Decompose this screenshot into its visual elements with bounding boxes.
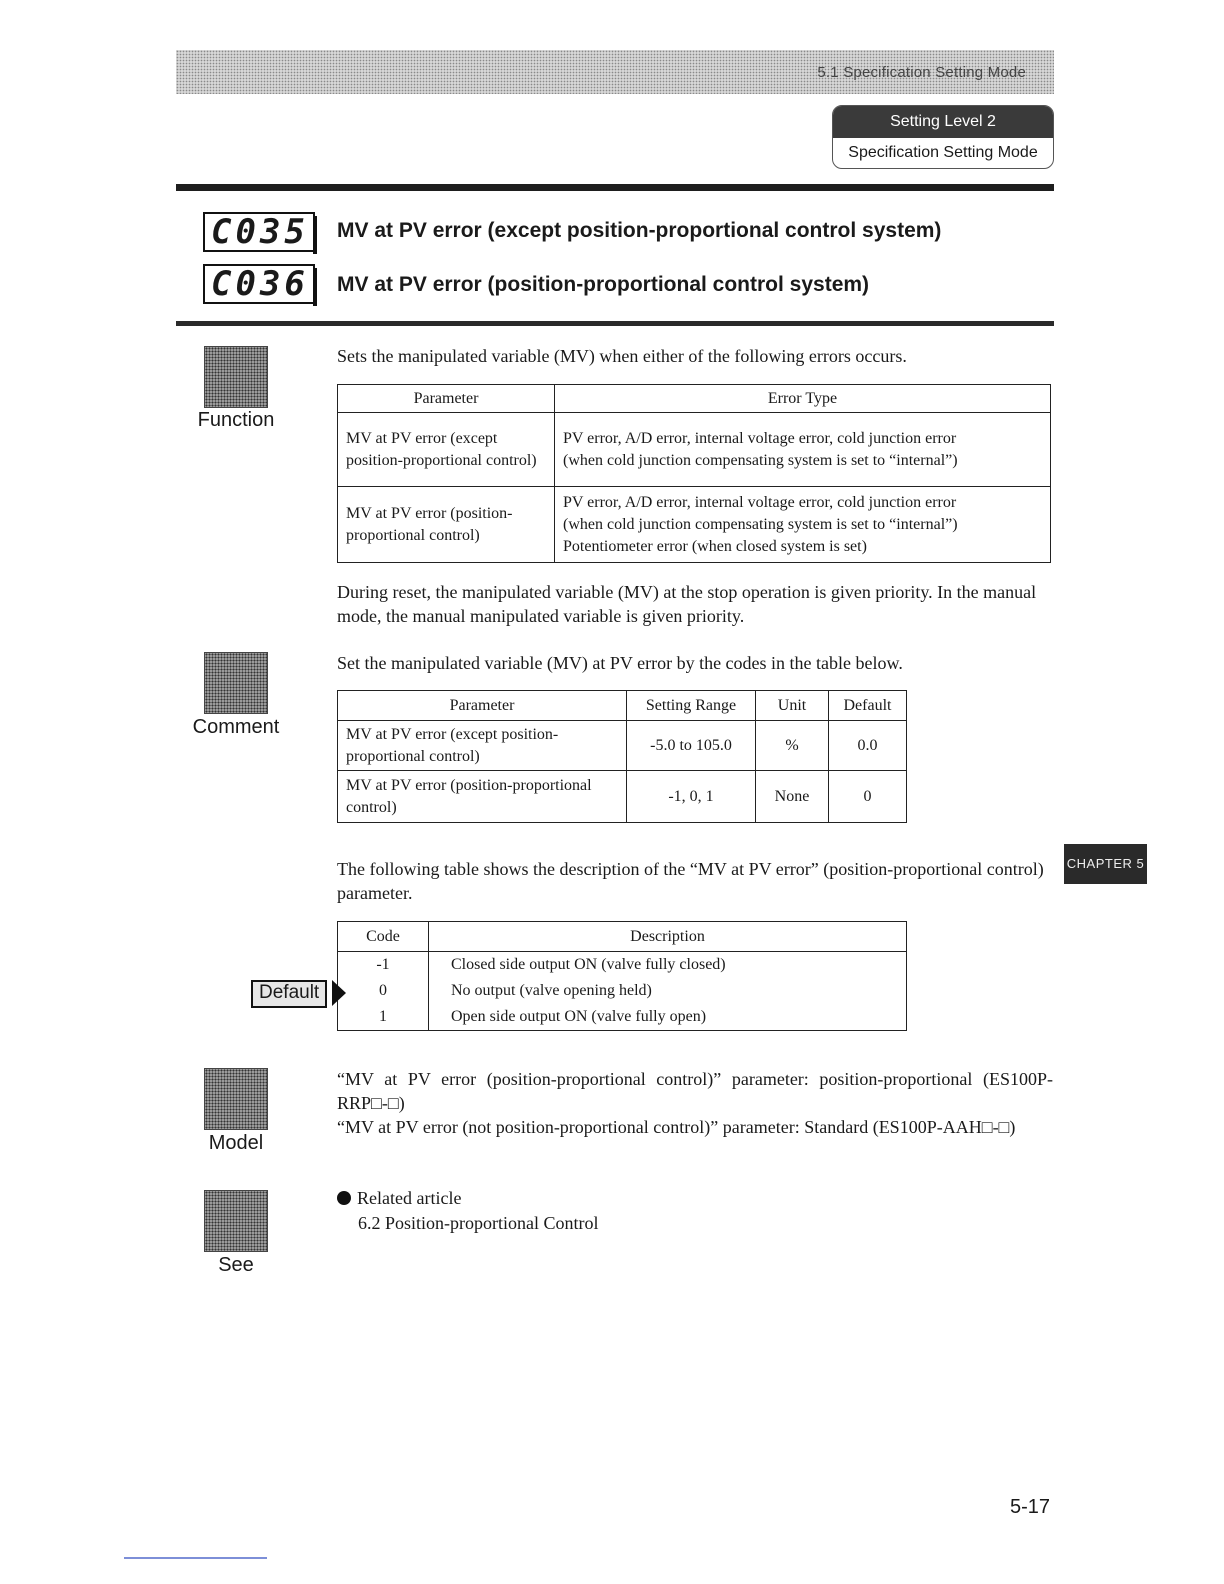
comment-label: Comment [192, 716, 280, 738]
table-cell: -5.0 to 105.0 [627, 721, 756, 771]
error-line: (when cold junction compensating system is set to “internal”) [563, 515, 958, 533]
error-line: PV error, A/D error, internal voltage error, cold junction error [563, 493, 957, 511]
table-cell: -1 [338, 952, 429, 979]
table-cell: MV at PV error (position-proportional control) [338, 771, 627, 823]
table-row [338, 721, 907, 771]
section-divider [176, 321, 1054, 326]
param-code-text: C036 [211, 264, 309, 304]
header-band [176, 50, 1054, 94]
model-icon [204, 1068, 268, 1130]
table-row [338, 978, 907, 1004]
table-header: Parameter [338, 385, 555, 413]
function-intro: Sets the manipulated variable (MV) when either of the following errors occurs. [337, 346, 907, 366]
table-cell: Closed side output ON (valve fully closed) [429, 952, 907, 979]
see-icon [204, 1190, 268, 1252]
table-cell [555, 413, 1051, 487]
code-description-table [337, 921, 907, 1031]
table-header: Parameter [338, 691, 627, 721]
related-article-link[interactable]: 6.2 Position-proportional Control [358, 1213, 599, 1233]
function-icon [204, 346, 268, 408]
chapter-tab[interactable]: CHAPTER 5 [1064, 844, 1147, 884]
table-cell: 0 [829, 771, 907, 823]
table-header: Default [829, 691, 907, 721]
table-header: Code [338, 922, 429, 952]
table-row [338, 487, 1051, 563]
param-code-text: C035 [211, 212, 309, 252]
mode-label: Specification Setting Mode [848, 144, 1038, 161]
error-line: (when cold junction compensating system is set to “internal”) [563, 451, 958, 469]
table-row [338, 952, 907, 979]
table-row [338, 413, 1051, 487]
table-header: Unit [756, 691, 829, 721]
error-line: Potentiometer error (when closed system is set) [563, 537, 867, 555]
comment-icon [204, 652, 268, 714]
table-cell: 1 [338, 1004, 429, 1031]
bullet-icon [337, 1191, 351, 1205]
bottom-divider [124, 1557, 267, 1559]
heading-c036: MV at PV error (position-proportional control system) [337, 273, 870, 296]
table-row [338, 1004, 907, 1031]
page-number: 5-17 [1010, 1496, 1051, 1518]
table-header: Error Type [555, 385, 1051, 413]
table-cell: 0.0 [829, 721, 907, 771]
table-cell: MV at PV error (except position-proportional control) [338, 721, 627, 771]
header-divider [176, 184, 1054, 191]
table-cell: No output (valve opening held) [429, 978, 907, 1004]
see-label: See [218, 1254, 254, 1276]
function-label: Function [197, 409, 275, 431]
table-header: Description [429, 922, 907, 952]
table-cell: MV at PV error (except position-proportional control) [338, 413, 555, 487]
section-title: 5.1 Specification Setting Mode [817, 64, 1026, 81]
table-cell: 0 [338, 978, 429, 1004]
error-type-table [337, 384, 1051, 563]
setting-range-table [337, 690, 907, 823]
table-cell: -1, 0, 1 [627, 771, 756, 823]
default-tag: Default [251, 980, 327, 1008]
related-article-title: Related article [357, 1188, 462, 1208]
table-cell [555, 487, 1051, 563]
param-code-c036 [203, 264, 315, 304]
table-cell: % [756, 721, 829, 771]
comment-intro: Set the manipulated variable (MV) at PV error by the codes in the table below. [337, 653, 903, 673]
model-line-2: “MV at PV error (not position-proportional control)” parameter: Standard (ES100P-AAH□-□) [337, 1117, 1016, 1137]
table-row [338, 771, 907, 823]
description-intro: The following table shows the description of the “MV at PV error” (position-proportional control) parameter. [337, 859, 1044, 903]
table-cell: None [756, 771, 829, 823]
default-arrow-icon [332, 980, 346, 1006]
heading-c035: MV at PV error (except position-proportional control system) [337, 219, 942, 242]
model-line-1: “MV at PV error (position-proportional control)” parameter: position-proportional (ES100P-RRP□-□) [337, 1069, 1053, 1113]
priority-note: During reset, the manipulated variable (MV) at the stop operation is given priority. In the manual mode, the manual manipulated variable is given priority. [337, 582, 1037, 626]
table-header: Setting Range [627, 691, 756, 721]
error-line: PV error, A/D error, internal voltage error, cold junction error [563, 429, 957, 447]
param-code-c035 [203, 212, 315, 252]
model-label: Model [208, 1132, 264, 1154]
setting-level-badge [832, 105, 1054, 169]
setting-level-label: Setting Level 2 [833, 106, 1053, 138]
related-article-heading [337, 1186, 1053, 1210]
table-cell: Open side output ON (valve fully open) [429, 1004, 907, 1031]
table-cell: MV at PV error (position-proportional control) [338, 487, 555, 563]
